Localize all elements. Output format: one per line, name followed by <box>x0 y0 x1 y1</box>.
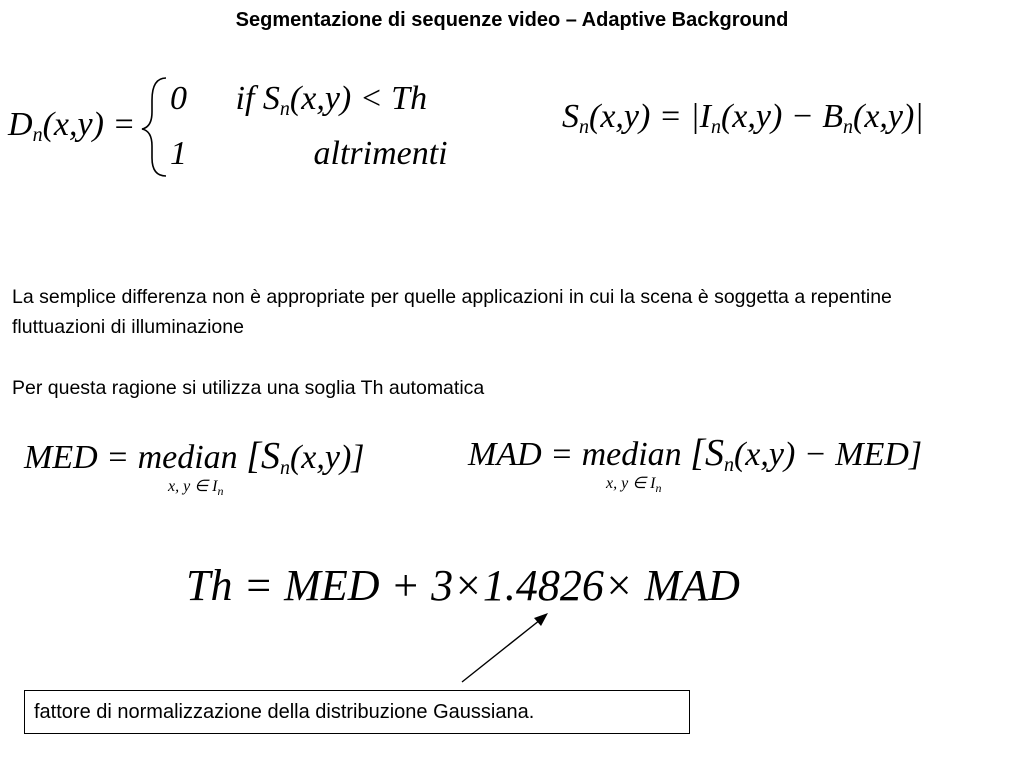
paragraph-illumination: La semplice differenza non è appropriate per quelle applicazioni in cui la scena è soggetta a repentine fluttuazioni di illuminazione <box>12 286 892 338</box>
threshold-formula: Th = MED + 3×1.4826× MAD <box>186 561 740 610</box>
mad-subscript: x, y ∈ $I_n$ <box>606 475 662 495</box>
arrow-head <box>534 613 548 626</box>
mad-formula: MAD = median $[S_n(x,y) - MED]$ <box>468 432 923 476</box>
med-subscript: x, y ∈ $I_n$ <box>168 478 224 498</box>
case-row-2: 1 altrimenti <box>170 135 448 172</box>
normalization-note: fattore di normalizzazione della distribuzione Gaussiana. <box>24 690 690 734</box>
sn-formula: $S_n(x,y) = |I_n(x,y) - B_n(x,y)|$ <box>562 98 924 138</box>
dn-formula-lhs: $D_n(x,y)$ = <box>8 106 136 146</box>
pointer-arrow <box>462 620 540 682</box>
case-row-1: 0 if $S_n(x,y) < Th$ <box>170 80 428 120</box>
med-formula: MED = median $[S_n(x,y)]$ <box>24 435 365 479</box>
paragraph-threshold: Per questa ragione si utilizza una soglia Th automatica <box>12 377 485 399</box>
slide-title: Segmentazione di sequenze video – Adaptive Background <box>235 9 789 31</box>
